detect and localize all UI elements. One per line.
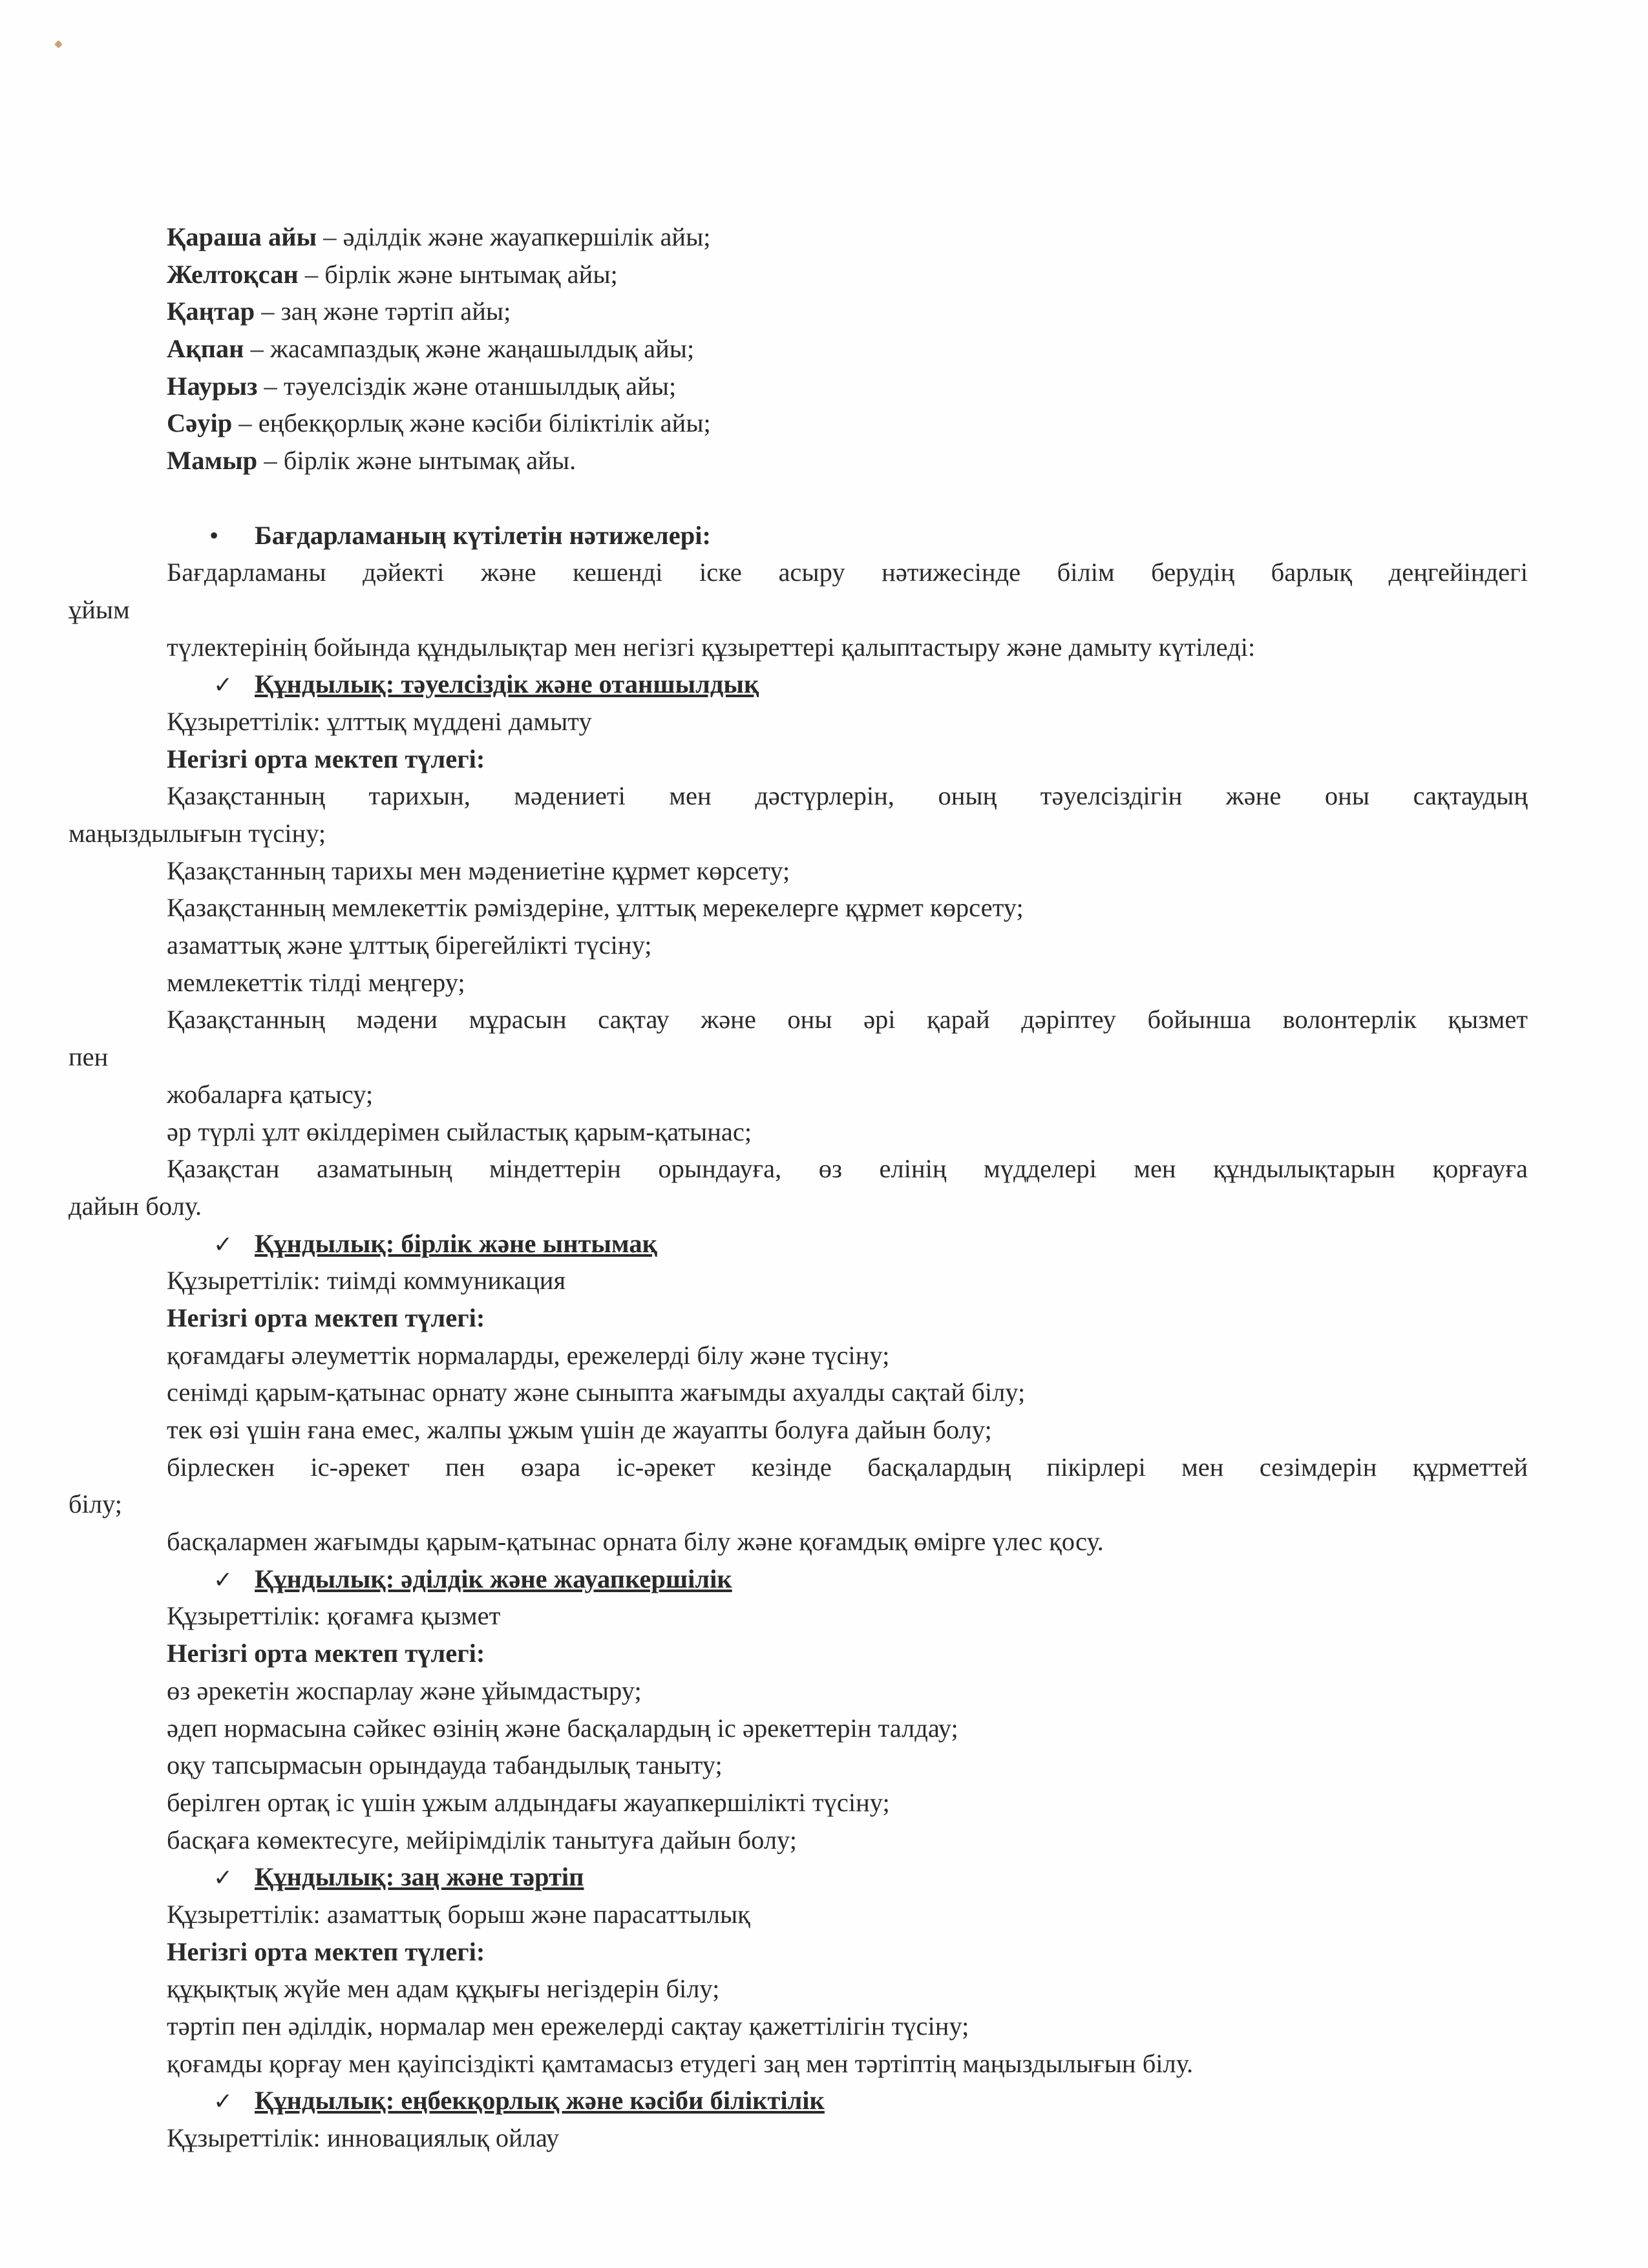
month-name: Сәуір <box>167 408 233 438</box>
list-item: азаматтық және ұлттық бірегейлікті түсіну; <box>167 930 652 960</box>
list-item: өз әрекетін жоспарлау және ұйымдастыру; <box>167 1675 642 1705</box>
list-item: Қазақстанның тарихы мен мәдениетіне құрмет көрсету; <box>167 856 790 885</box>
list-item-cont: маңыздылығын түсіну; <box>69 819 326 848</box>
checkmark-icon: ✓ <box>213 1566 233 1593</box>
month-name: Ақпан <box>167 334 244 364</box>
month-text: – заң және тәртіп айы; <box>255 297 511 326</box>
month-text: – әділдік және жауапкершілік айы; <box>317 222 711 251</box>
value-title: Құндылық: тәуелсіздік және отаншылдық <box>255 669 759 699</box>
value-title: Құндылық: еңбекқорлық және кәсіби біліктілік <box>255 2086 825 2116</box>
month-name: Мамыр <box>167 446 258 476</box>
graduate-label: Негізгі орта мектеп түлегі: <box>167 1937 485 1966</box>
month-line <box>69 404 1528 442</box>
list-item-cont: білу; <box>69 1489 123 1519</box>
value-heading <box>69 1858 1528 1896</box>
value-heading <box>69 666 1528 703</box>
month-text: – жасампаздық және жаңашылдық айы; <box>244 334 695 364</box>
competence-line: Құзыреттілік: инновациялық ойлау <box>167 2123 560 2153</box>
results-intro-line2: түлектерінің бойында құндылықтар мен негізгі құзыреттері қалыптастыру және дамыту күтіледі: <box>167 632 1256 662</box>
month-text: – тәуелсіздік және отаншылдық айы; <box>257 371 677 401</box>
list-item-cont: дайын болу. <box>69 1191 202 1221</box>
value-heading <box>69 1225 1528 1263</box>
competence-line: Құзыреттілік: азаматтық борыш және парасаттылық <box>167 1899 750 1929</box>
list-item: бірлескен іс-әрекет пен өзара іс-әрекет кезінде басқалардың пікірлері мен сезімдерін құрметтей <box>167 1452 1528 1482</box>
month-line <box>69 442 1528 479</box>
graduate-label: Негізгі орта мектеп түлегі: <box>167 1639 485 1668</box>
list-item: құқықтық жүйе мен адам құқығы негіздерін білу; <box>167 1974 720 2004</box>
month-line <box>69 368 1528 405</box>
month-line <box>69 293 1528 330</box>
list-item: әр түрлі ұлт өкілдерімен сыйластық қарым-қатынас; <box>167 1117 752 1146</box>
list-item: Қазақстан азаматының міндеттерін орындауға, өз елінің мүдделері мен құндылықтарын қорғауға <box>167 1154 1528 1184</box>
checkmark-icon: ✓ <box>213 1231 233 1258</box>
month-line <box>69 218 1528 256</box>
month-name: Қараша айы <box>167 222 317 251</box>
list-item-cont: пен <box>69 1042 109 1072</box>
value-title: Құндылық: заң және тәртіп <box>255 1862 584 1892</box>
value-heading <box>69 2082 1528 2119</box>
month-line <box>69 256 1528 293</box>
list-item: берілген ортақ іс үшін ұжым алдындағы жауапкершілікті түсіну; <box>167 1787 890 1817</box>
list-item: оқу тапсырмасын орындауда табандылық таныту; <box>167 1750 723 1780</box>
graduate-label: Негізгі орта мектеп түлегі: <box>167 744 485 773</box>
value-title: Құндылық: әділдік және жауапкершілік <box>255 1564 732 1593</box>
list-item: Қазақстанның мемлекеттік рәміздеріне, ұлттық мерекелерге құрмет көрсету; <box>167 893 1024 923</box>
list-item: басқалармен жағымды қарым-қатынас орната білу және қоғамдық өмірге үлес қосу. <box>167 1527 1104 1557</box>
list-item: қоғамды қорғау мен қауіпсіздікті қамтамасыз етудегі заң мен тәртіптің маңыздылығын білу. <box>167 2048 1194 2078</box>
list-item-cont: жобаларға қатысу; <box>167 1079 374 1109</box>
results-heading: Бағдарламаның күтілетін нәтижелері: <box>255 520 711 550</box>
list-item: тәртіп пен әділдік, нормалар мен ережелерді сақтау қажеттілігін түсіну; <box>167 2011 969 2041</box>
results-intro-line1: Бағдарламаны дәйекті және кешенді іске асыру нәтижесінде білім берудің барлық деңгейіндегі <box>167 558 1528 587</box>
list-item: тек өзі үшін ғана емес, жалпы ұжым үшін де жауапты болуға дайын болу; <box>167 1415 992 1444</box>
results-heading-line <box>69 517 1528 554</box>
checkmark-icon: ✓ <box>213 1865 233 1892</box>
bullet-icon: • <box>209 520 219 550</box>
list-item: Қазақстанның тарихын, мәдениеті мен дәстүрлерін, оның тәуелсіздігін және оны сақтаудың <box>167 781 1528 811</box>
graduate-label: Негізгі орта мектеп түлегі: <box>167 1303 485 1332</box>
list-item: Қазақстанның мәдени мұрасын сақтау және оны әрі қарай дәріптеу бойынша волонтерлік қызмет <box>167 1005 1528 1034</box>
scan-mark <box>54 40 63 48</box>
month-name: Қаңтар <box>167 297 255 326</box>
month-line <box>69 330 1528 368</box>
competence-line: Құзыреттілік: ұлттық мүддені дамыту <box>167 706 592 736</box>
month-name: Наурыз <box>167 371 258 401</box>
list-item: басқаға көмектесуге, мейірімділік танытуға дайын болу; <box>167 1825 798 1854</box>
value-title: Құндылық: бірлік және ынтымақ <box>255 1228 657 1258</box>
list-item: әдеп нормасына сәйкес өзінің және басқалардың іс әрекеттерін талдау; <box>167 1713 958 1743</box>
month-name: Желтоқсан <box>167 259 299 289</box>
competence-line: Құзыреттілік: қоғамға қызмет <box>167 1601 501 1631</box>
document-body <box>69 218 1528 2157</box>
checkmark-icon: ✓ <box>213 672 233 699</box>
value-heading <box>69 1560 1528 1598</box>
list-item: сенімді қарым-қатынас орнату және сыныпта жағымды ахуалды сақтай білу; <box>167 1378 1026 1407</box>
month-text: – еңбекқорлық және кәсіби біліктілік айы; <box>232 408 711 438</box>
month-text: – бірлік және ынтымақ айы; <box>298 259 618 289</box>
list-item: мемлекеттік тілді меңгеру; <box>167 967 465 997</box>
results-intro-cont: ұйым <box>69 594 130 624</box>
month-text: – бірлік және ынтымақ айы. <box>257 446 576 476</box>
checkmark-icon: ✓ <box>213 2088 233 2116</box>
competence-line: Құзыреттілік: тиімді коммуникация <box>167 1266 566 1296</box>
list-item: қоғамдағы әлеуметтік нормаларды, ережелерді білу және түсіну; <box>167 1340 890 1370</box>
